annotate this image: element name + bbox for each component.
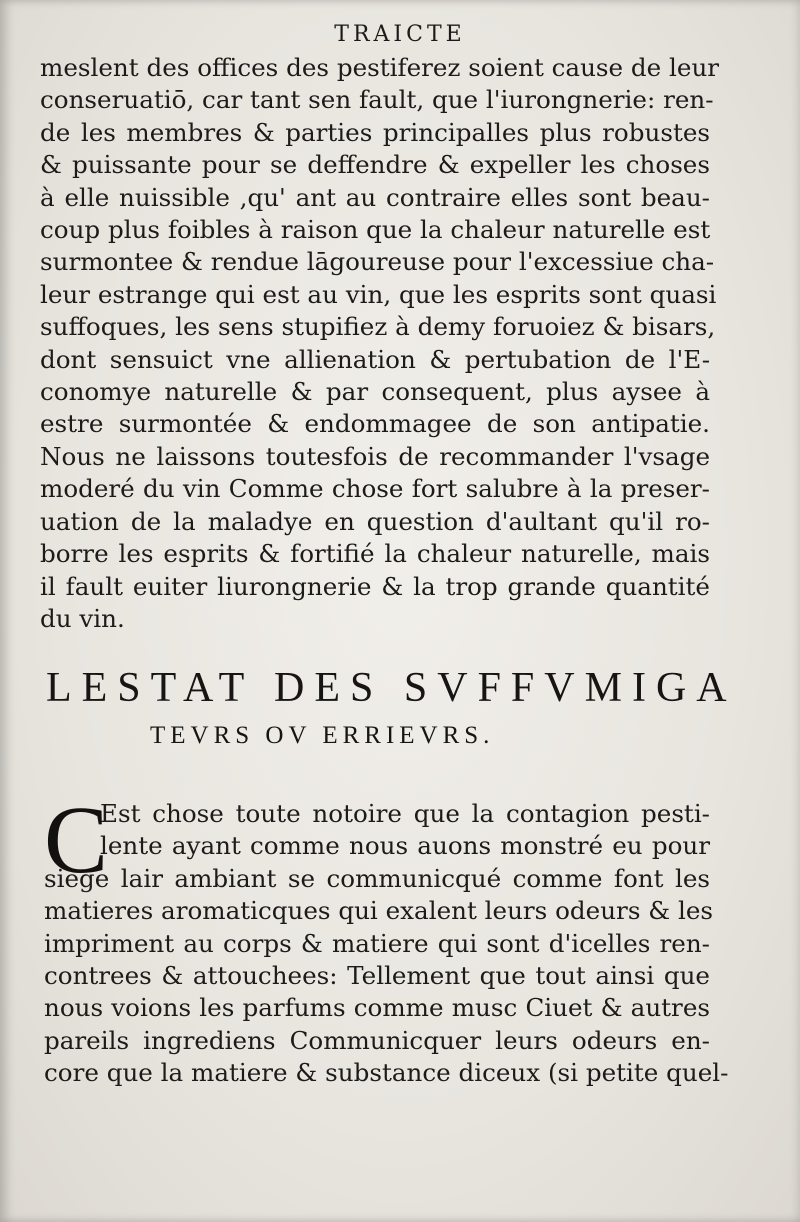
- text-line: pareils ingrediens Communicquer leurs odeurs en-: [44, 1025, 710, 1055]
- text-line: contrees & attouchees: Tellement que tout ainsi que: [44, 961, 710, 991]
- paragraph-2: [44, 798, 729, 1090]
- text-line: surmontee & rendue lāgoureuse pour l'excessiue cha-: [40, 247, 715, 277]
- text-line: lente ayant comme nous auons monstré eu pour: [100, 831, 710, 861]
- text-line: conseruatiō, car tant sen fault, que l'iurongnerie: ren-: [40, 85, 714, 115]
- text-line: leur estrange qui est au vin, que les esprits sont quasi: [40, 279, 717, 309]
- text-line: du vin.: [40, 603, 125, 633]
- drop-cap: C: [44, 786, 109, 893]
- text-line: moderé du vin Comme chose fort salubre à la preser-: [40, 474, 710, 504]
- text-line: & puissante pour se deffendre & expeller les choses: [40, 150, 710, 180]
- text-line: conomye naturelle & par consequent, plus aysee à: [40, 377, 710, 407]
- text-line: impriment au corps & matiere qui sont d'icelles ren-: [44, 928, 710, 958]
- text-line: Est chose toute notoire que la contagion pesti-: [100, 799, 710, 828]
- text-line: uation de la maladye en question d'aultant qu'il ro-: [40, 506, 710, 536]
- text-line: coup plus foibles à raison que la chaleur naturelle est: [40, 215, 711, 245]
- text-line: Nous ne laissons toutesfois de recommander l'vsage: [40, 441, 710, 471]
- text-line: meslent des offices des pestiferez soient cause de leur: [40, 53, 720, 82]
- text-line: il fault euiter liurongnerie & la trop grande quantité: [40, 571, 710, 601]
- text-line: estre surmontée & endommagee de son antipatie.: [40, 409, 710, 439]
- section-heading-line-1: LESTAT DES SVFFVMIGA: [46, 665, 737, 711]
- text-line: dont sensuict vne allienation & pertubation de l'E-: [40, 344, 710, 374]
- text-line: core que la matiere & substance diceux (si petite quel-: [44, 1058, 729, 1088]
- text-line: à elle nuissible ,qu' ant au contraire elles sont beau-: [40, 182, 710, 212]
- running-head: TRAICTE: [334, 22, 466, 47]
- text-line: suffoques, les sens stupifiez à demy foruoiez & bisars,: [40, 312, 716, 342]
- text-line: matieres aromaticques qui exalent leurs odeurs & les: [44, 896, 714, 926]
- text-line: borre les esprits & fortifié la chaleur naturelle, mais: [40, 539, 710, 569]
- text-line: nous voions les parfums comme musc Ciuet & autres: [44, 993, 710, 1023]
- section-heading-line-2: TEVRS OV ERRIEVRS.: [150, 722, 495, 749]
- text-line: siege lair ambiant se communicqué comme font les: [44, 863, 710, 893]
- paragraph-1: [40, 52, 720, 635]
- text-line: de les membres & parties principalles plus robustes: [40, 117, 710, 147]
